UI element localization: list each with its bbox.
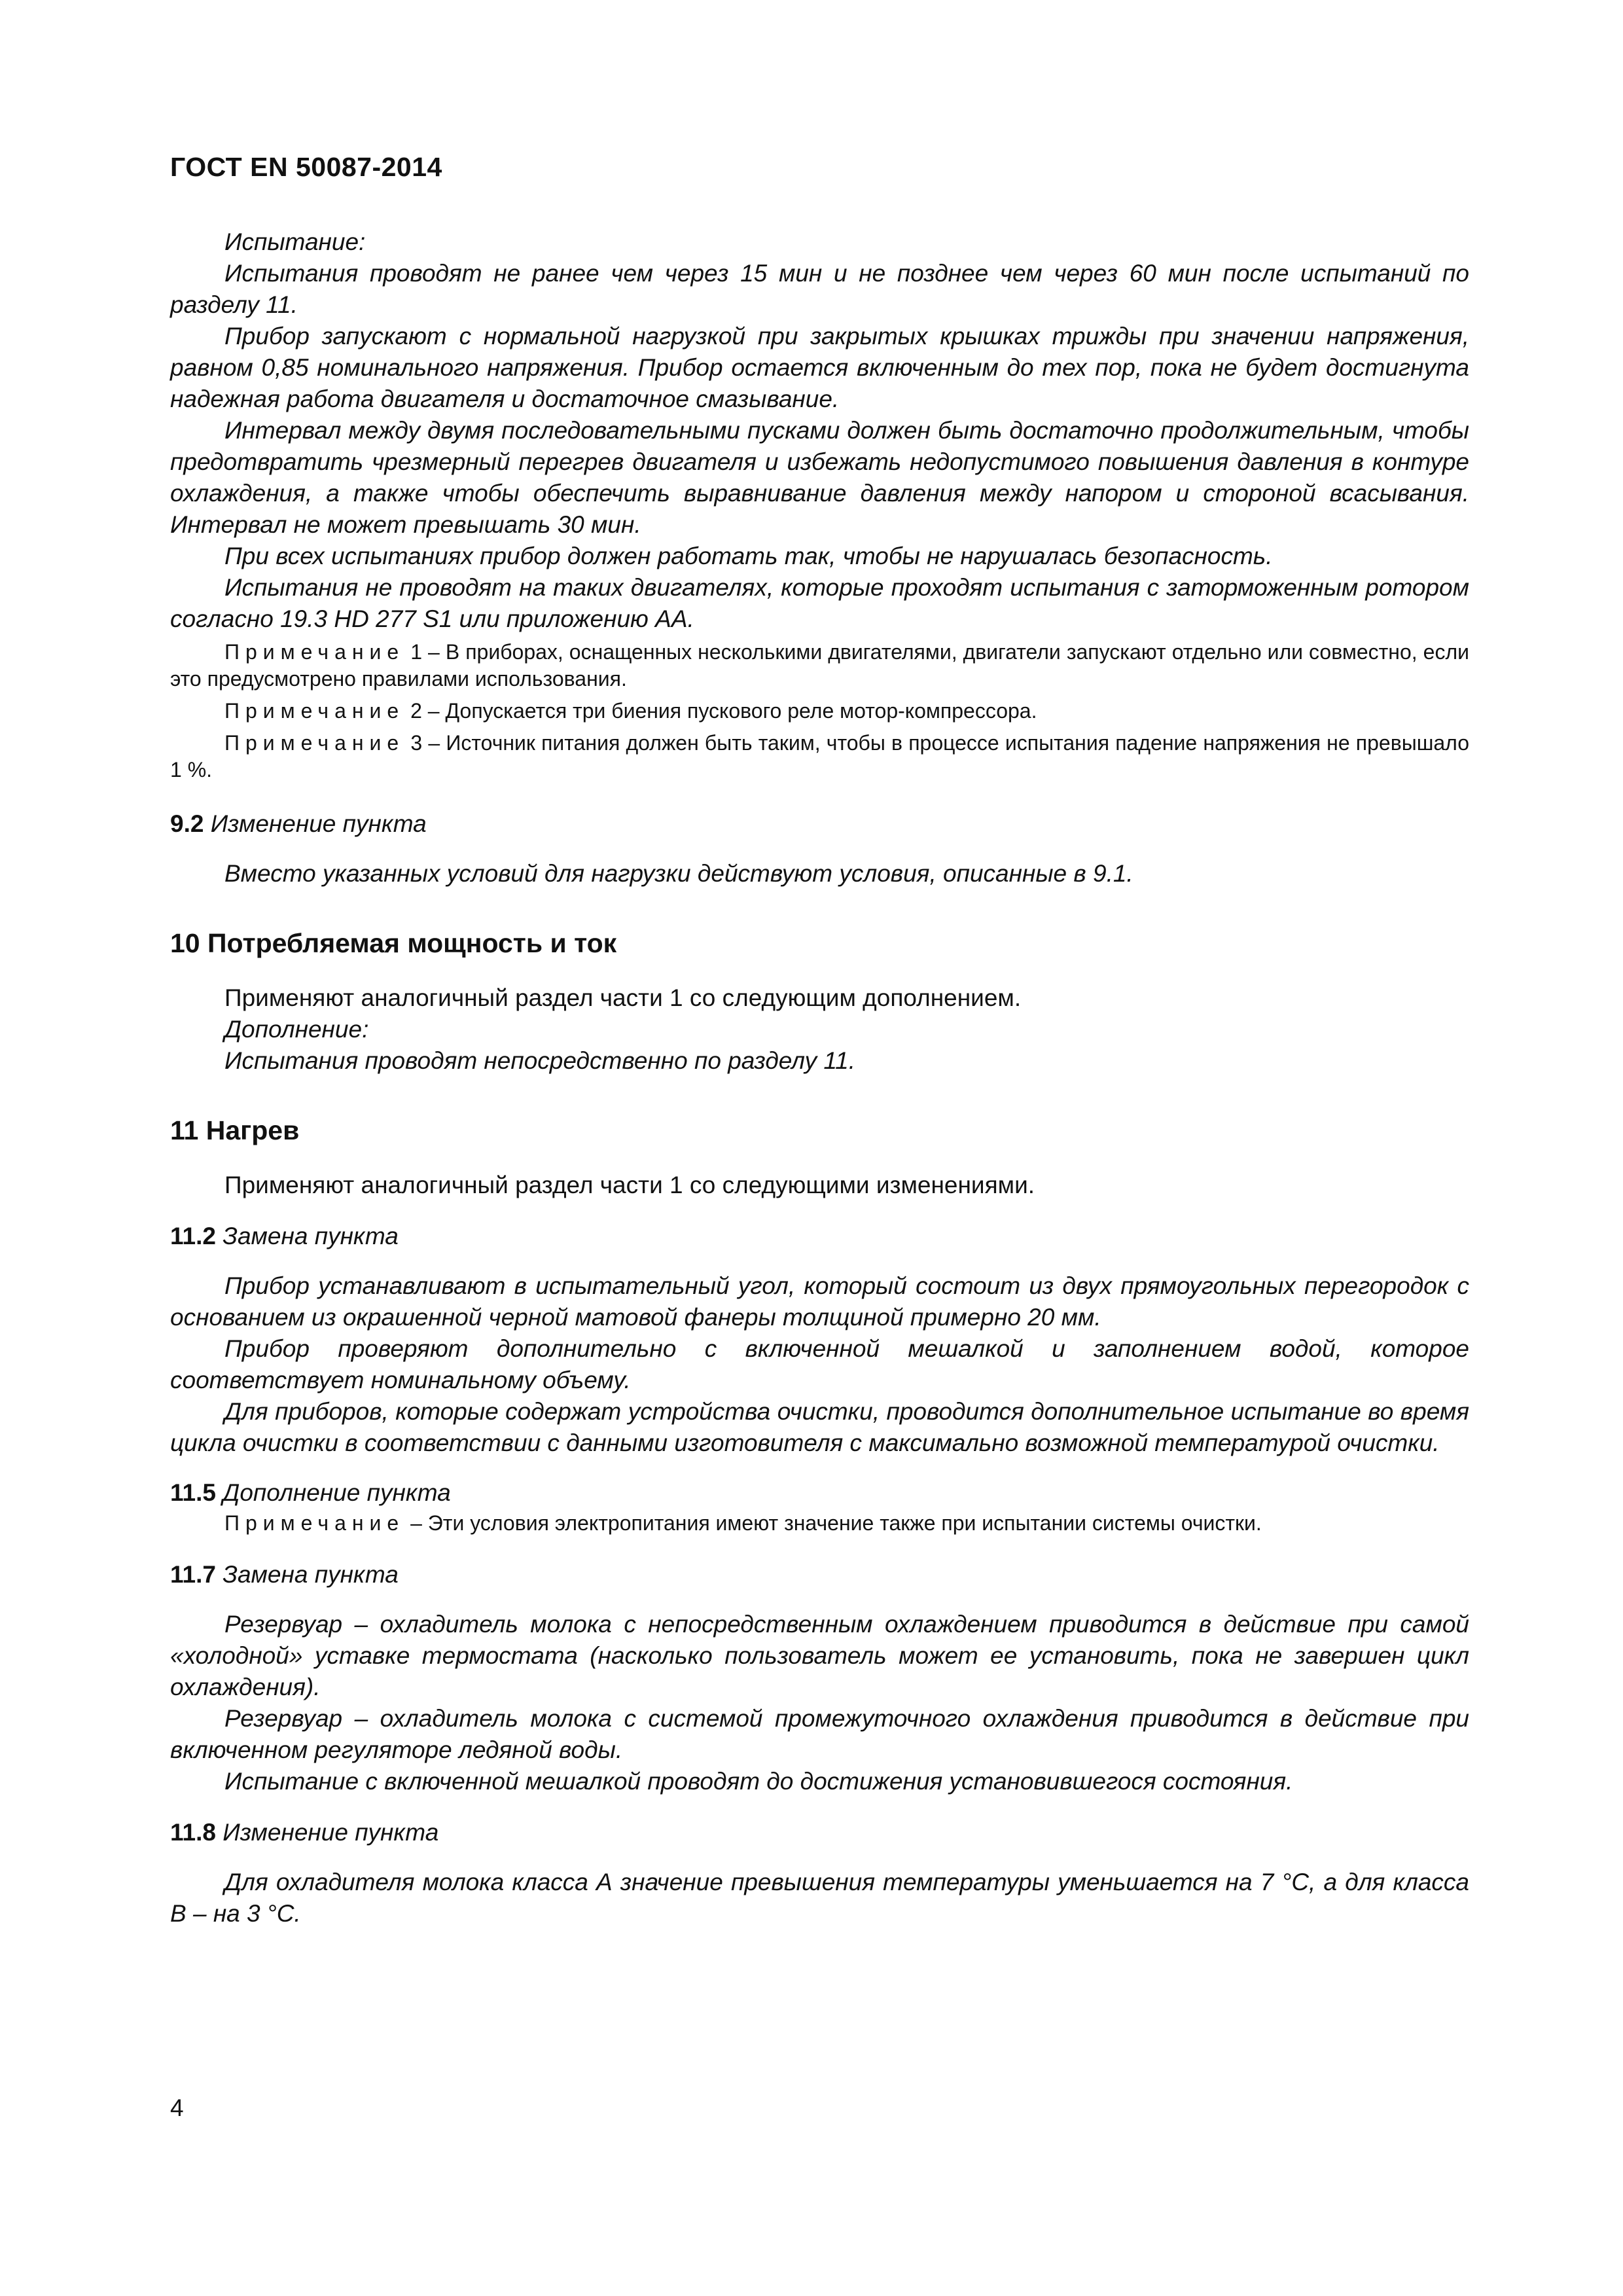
note-3-text: 3 – Источник питания должен быть таким, чтобы в процессе испытания падение напряжения не превышало 1 %. (170, 731, 1470, 781)
note-word: Примечание (224, 1511, 405, 1535)
subsection-11-7-heading (170, 1559, 1469, 1590)
subsection-number: 11.5 (170, 1479, 216, 1506)
paragraph-test-label: Испытание: (224, 228, 366, 255)
paragraph-test-timing: Испытания проводят не ранее чем через 15 мин и не позднее чем через 60 мин после испытаний по разделу 11. (170, 260, 1469, 318)
note-word: Примечание (224, 731, 405, 755)
subsection-11-8-heading (170, 1817, 1469, 1848)
paragraph-start-procedure: Прибор запускают с нормальной нагрузкой при закрытых крышках трижды при значении напряжения, равном 0,85 номинального напряжения. Прибор остается включенным до тех пор, пока не будет достигнута надежная работа двигателя и достаточное смазывание. (170, 323, 1469, 412)
page-number: 4 (170, 2094, 184, 2121)
paragraph-locked-rotor: Испытания не проводят на таких двигателях, которые проходят испытания с заторможенным ротором согласно 19.3 HD 277 S1 или приложению АА. (170, 574, 1469, 632)
note-2 (170, 698, 1469, 725)
section-10-addition-text: Испытания проводят непосредственно по разделу 11. (224, 1047, 856, 1074)
subsection-number: 11.2 (170, 1223, 216, 1249)
subsection-11-5-heading (170, 1477, 1469, 1509)
section-10-addition-label: Дополнение: (224, 1016, 369, 1043)
subsection-9-2-text: Вместо указанных условий для нагрузки действуют условия, описанные в 9.1. (224, 860, 1133, 887)
note-2-text: 2 – Допускается три биения пускового реле мотор-компрессора. (410, 699, 1037, 723)
section-10-heading: 10 Потребляемая мощность и ток (170, 928, 617, 958)
note-word: Примечание (224, 640, 405, 664)
subsection-label: Замена пункта (223, 1561, 399, 1588)
note-word: Примечание (224, 699, 405, 723)
note-1-text: 1 – В приборах, оснащенных несколькими двигателями, двигатели запускают отдельно или совместно, если это предусмотрено правилами использования. (170, 640, 1470, 691)
note-1 (170, 639, 1469, 692)
subsection-number: 11.8 (170, 1819, 216, 1846)
subsection-label: Изменение пункта (223, 1819, 439, 1846)
subsection-label: Дополнение пункта (223, 1479, 451, 1506)
subsection-11-7-p3: Испытание с включенной мешалкой проводят до достижения установившегося состояния. (224, 1768, 1293, 1795)
document-body (170, 226, 1469, 1929)
subsection-11-2-heading (170, 1221, 1469, 1252)
subsection-11-2-p1: Прибор устанавливают в испытательный угол, который состоит из двух прямоугольных перегородок с основанием из окрашенной черной матовой фанеры толщиной примерно 20 мм. (170, 1272, 1469, 1331)
subsection-11-8-p1: Для охладителя молока класса А значение превышения температуры уменьшается на 7 °С, а для класса В – на 3 °С. (170, 1869, 1469, 1927)
subsection-label: Замена пункта (223, 1223, 399, 1249)
subsection-label: Изменение пункта (210, 810, 427, 837)
document-header: ГОСТ EN 50087-2014 (170, 152, 442, 182)
paragraph-safety: При всех испытаниях прибор должен работать так, чтобы не нарушалась безопасность. (224, 543, 1273, 569)
section-11-heading: 11 Нагрев (170, 1115, 300, 1145)
subsection-number: 11.7 (170, 1561, 216, 1588)
subsection-11-7-p1: Резервуар – охладитель молока с непосредственным охлаждением приводится в действие при самой «холодной» уставке термостата (насколько пользователь может ее установить, пока не завершен цикл охлаждения). (170, 1611, 1469, 1700)
subsection-11-7-p2: Резервуар – охладитель молока с системой промежуточного охлаждения приводится в действие при включенном регуляторе ледяной воды. (170, 1705, 1469, 1763)
subsection-11-5-note (170, 1510, 1469, 1537)
paragraph-interval: Интервал между двумя последовательными пусками должен быть достаточно продолжительным, чтобы предотвратить чрезмерный перегрев двигателя и избежать недопустимого повышения давления в контуре охлаждения, а также чтобы обеспечить выравнивание давления между напором и стороной всасывания. Интервал не может превышать 30 мин. (170, 417, 1469, 538)
subsection-11-5-note-text: – Эти условия электропитания имеют значение также при испытании системы очистки. (410, 1511, 1262, 1535)
subsection-11-2-p3: Для приборов, которые содержат устройства очистки, проводится дополнительное испытание во время цикла очистки в соответствии с данными изготовителя с максимально возможной температурой очистки. (170, 1398, 1469, 1456)
section-10-text: Применяют аналогичный раздел части 1 со следующим дополнением. (224, 984, 1022, 1011)
subsection-number: 9.2 (170, 810, 204, 837)
subsection-11-2-p2: Прибор проверяют дополнительно с включенной мешалкой и заполнением водой, которое соответствует номинальному объему. (170, 1335, 1469, 1393)
note-3 (170, 730, 1469, 783)
section-11-text: Применяют аналогичный раздел части 1 со следующими изменениями. (224, 1172, 1035, 1198)
subsection-9-2-heading (170, 808, 1469, 840)
